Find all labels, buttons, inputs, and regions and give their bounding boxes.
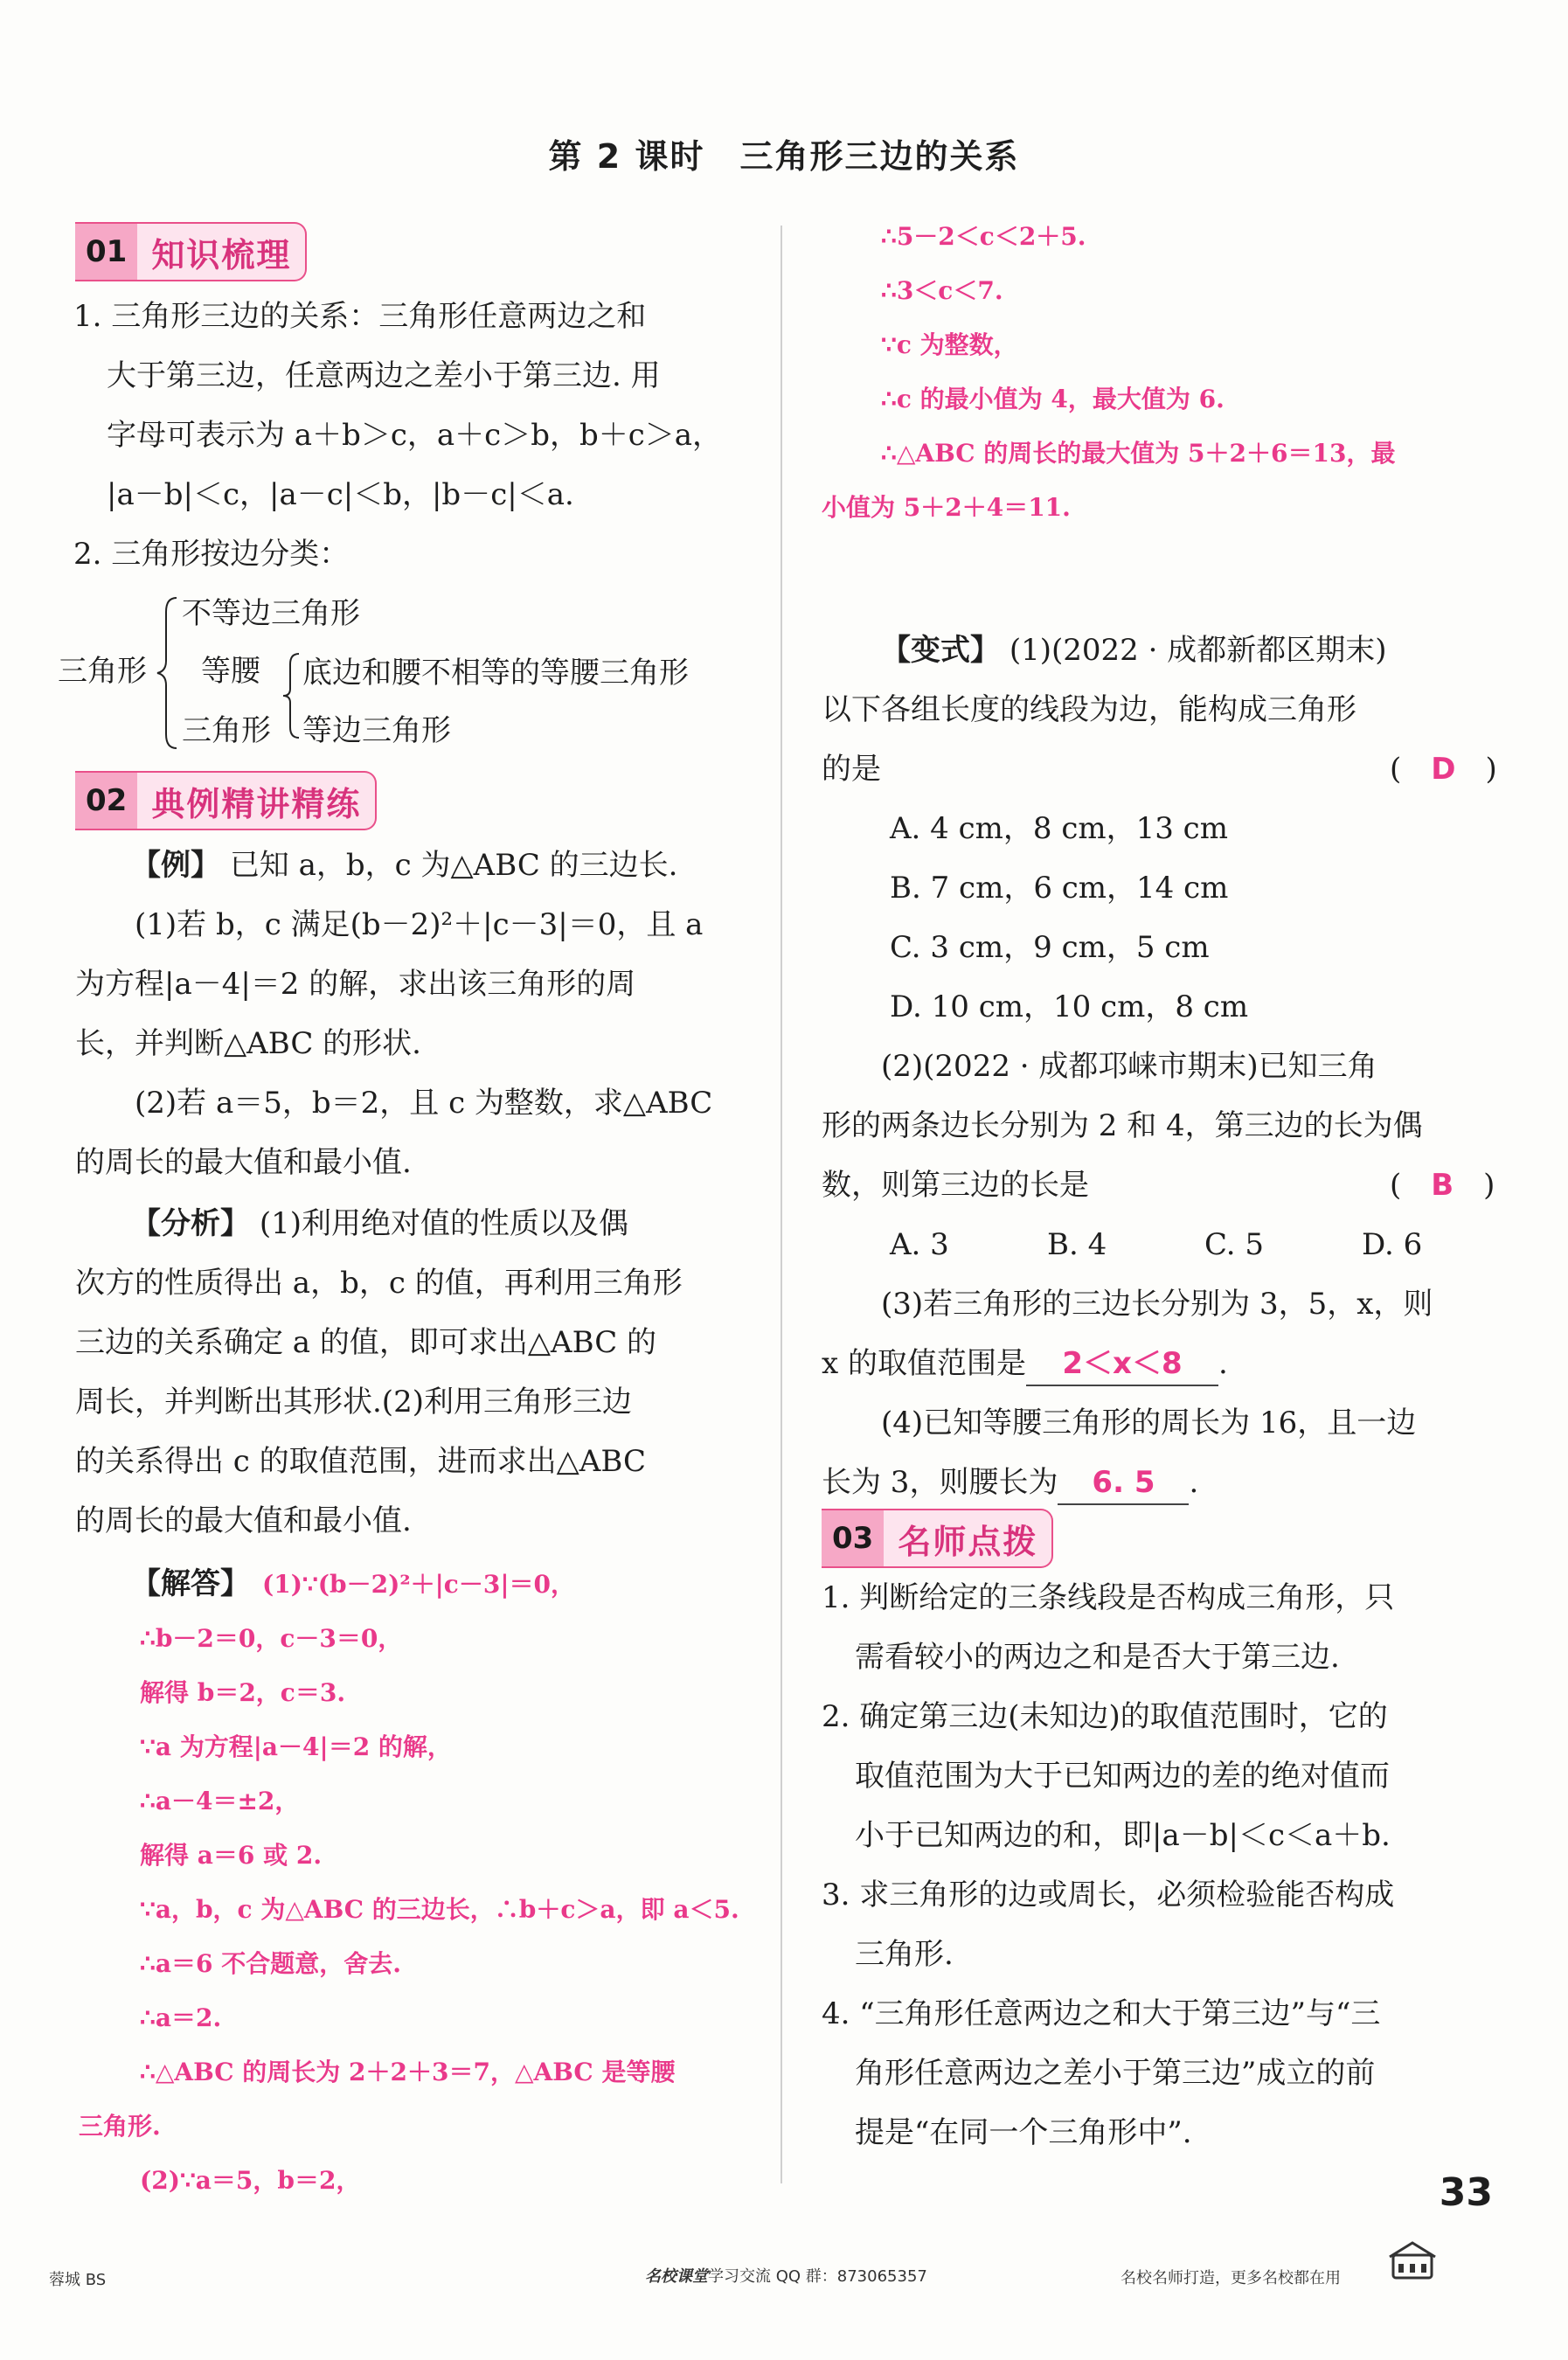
tip-line: 三角形. — [855, 1937, 954, 1972]
footer-brand: 名校课堂 — [645, 2267, 708, 2286]
solution-line: ∴b－2＝0，c－3＝0， — [140, 1624, 403, 1653]
tip-line: 2. 确定第三边(未知边)的取值范围时，它的 — [822, 1699, 1388, 1734]
solution-line: ∴△ABC 的周长的最大值为 5＋2＋6＝13，最 — [881, 439, 1396, 468]
tip-line: 取值范围为大于已知两边的差的绝对值而 — [855, 1759, 1390, 1794]
knowledge-line: 字母可表示为 a＋b＞c，a＋c＞b，b＋c＞a， — [107, 418, 723, 453]
variant-line: 以下各组长度的线段为边，能构成三角形 — [822, 692, 1356, 727]
variant-line: 形的两条边长分别为 2 和 4，第三边的长为偶 — [822, 1108, 1423, 1143]
class-isosceles-sub2: 等边三角形 — [302, 713, 451, 748]
analysis-line: 的周长的最大值和最小值. — [75, 1503, 412, 1538]
analysis-line: 的关系得出 c 的取值范围，进而求出△ABC — [75, 1444, 646, 1479]
solution-line: ∴a＝6 不合题意，舍去. — [140, 1949, 401, 1978]
variant-line-q4: 长为 3，则腰长为 6. 5 . — [822, 1456, 1198, 1509]
footer-left: 蓉城 BS — [49, 2271, 107, 2289]
answer-q2: B — [1431, 1168, 1454, 1203]
example-line: (1)若 b，c 满足(b－2)²＋|c－3|＝0，且 a — [135, 907, 704, 942]
footer-center: 名校课堂学习交流 QQ 群：873065357 — [645, 2267, 927, 2286]
tip-line: 需看较小的两边之和是否大于第三边. — [855, 1640, 1340, 1675]
knowledge-line: 2. 三角形按边分类： — [73, 537, 350, 572]
option-line: C. 3 cm，9 cm，5 cm — [890, 930, 1210, 965]
class-scalene: 不等边三角形 — [182, 596, 360, 631]
variant-label: 【变式】 — [881, 633, 1000, 668]
tip-line: 4. “三角形任意两边之和大于第三边”与“三 — [822, 1996, 1381, 2031]
answer-bracket-q1: ( D ) — [1390, 752, 1497, 787]
answer-q3: 2＜x＜8 — [1026, 1343, 1218, 1386]
example-line: 的周长的最大值和最小值. — [75, 1145, 412, 1180]
tip-line: 角形任意两边之差小于第三边”成立的前 — [855, 2056, 1376, 2091]
column-divider — [781, 226, 782, 2183]
tip-line: 1. 判断给定的三条线段是否构成三角形，只 — [822, 1580, 1395, 1615]
section-number: 03 — [822, 1510, 884, 1566]
example-line: 长，并判断△ABC 的形状. — [75, 1026, 421, 1061]
solution-line: 解得 a＝6 或 2. — [140, 1841, 323, 1870]
brace-small — [281, 650, 302, 741]
section-header-01 — [75, 222, 307, 281]
section-number: 01 — [75, 224, 137, 280]
brace-large — [156, 594, 182, 752]
option-line: A. 3 — [890, 1227, 949, 1262]
analysis-line: 三边的关系确定 a 的值，即可求出△ABC 的 — [75, 1325, 657, 1360]
page-number: 33 — [1439, 2170, 1493, 2215]
solution-line: ∴c 的最小值为 4，最大值为 6. — [881, 385, 1225, 413]
solution-line: (2)∵a＝5，b＝2， — [140, 2166, 361, 2195]
answer-q4: 6. 5 — [1058, 1461, 1189, 1505]
variant-line: 数，则第三边的长是 — [822, 1168, 1089, 1203]
solution-line: ∴a－4＝±2， — [140, 1787, 300, 1815]
analysis-line: 周长，并判断出其形状.(2)利用三角形三边 — [75, 1385, 632, 1419]
tip-line: 提是“在同一个三角形中”. — [855, 2115, 1192, 2150]
option-line: B. 7 cm，6 cm，14 cm — [890, 871, 1229, 906]
example-line-1: 【例】 已知 a，b，c 为△ABC 的三边长. — [131, 848, 678, 883]
analysis-line: 次方的性质得出 a，b，c 的值，再利用三角形 — [75, 1266, 683, 1301]
variant-line-q3: x 的取值范围是 2＜x＜8 . — [822, 1337, 1228, 1390]
solution-line: (1)∵(b－2)²＋|c－3|＝0， — [262, 1570, 575, 1599]
option-line: A. 4 cm，8 cm，13 cm — [890, 811, 1228, 846]
knowledge-line: |a－b|＜c，|a－c|＜b，|b－c|＜a. — [107, 477, 574, 512]
section-title: 典例精讲精练 — [151, 784, 362, 823]
variant-line: (3)若三角形的三边长分别为 3，5，x，则 — [881, 1287, 1433, 1322]
solution-line: ∴a＝2. — [140, 2003, 222, 2032]
solution-line: 小值为 5＋2＋4＝11. — [822, 493, 1071, 522]
variant-line: (4)已知等腰三角形的周长为 16，且一边 — [881, 1406, 1417, 1440]
answer-bracket-q2: ( B ) — [1390, 1168, 1495, 1203]
option-line: D. 10 cm，10 cm，8 cm — [890, 989, 1249, 1024]
section-title: 名师点拨 — [898, 1522, 1038, 1561]
solution-line: ∵c 为整数， — [881, 330, 1018, 359]
solution-label: 【解答】 — [131, 1566, 250, 1601]
variant-line: 的是 — [822, 752, 881, 787]
class-isosceles-sub1: 底边和腰不相等的等腰三角形 — [302, 656, 689, 691]
answer-q1: D — [1431, 752, 1456, 787]
example-line: 为方程|a－4|＝2 的解，求出该三角形的周 — [75, 967, 636, 1002]
knowledge-line: 大于第三边，任意两边之差小于第三边. 用 — [107, 358, 661, 393]
variant-line: (2)(2022 · 成都邛崃市期末)已知三角 — [881, 1049, 1377, 1084]
solution-line: ∵a，b，c 为△ABC 的三边长，∴b＋c＞a，即 a＜5. — [140, 1895, 739, 1924]
knowledge-line: 1. 三角形三边的关系：三角形任意两边之和 — [73, 299, 647, 334]
solution-line: ∴5－2＜c＜2＋5. — [881, 222, 1086, 251]
class-isosceles-2: 三角形 — [182, 713, 271, 748]
solution-line: 三角形. — [79, 2112, 161, 2141]
analysis-label: 【分析】 — [131, 1206, 250, 1241]
tip-line: 3. 求三角形的边或周长，必须检验能否构成 — [822, 1878, 1395, 1912]
example-line: (2)若 a＝5，b＝2，且 c 为整数，求△ABC — [135, 1086, 713, 1121]
section-number: 02 — [75, 773, 137, 829]
tip-line: 小于已知两边的和，即|a－b|＜c＜a＋b. — [855, 1818, 1391, 1853]
class-isosceles: 等腰 — [201, 654, 260, 689]
solution-line: ∴3＜c＜7. — [881, 276, 1003, 305]
option-line: D. 6 — [1362, 1227, 1423, 1262]
option-line: B. 4 — [1047, 1227, 1107, 1262]
example-label: 【例】 — [131, 848, 220, 883]
solution-label-line — [131, 1558, 250, 1610]
solution-line: ∴△ABC 的周长为 2＋2＋3＝7，△ABC 是等腰 — [140, 2058, 676, 2086]
footer-right: 名校名师打造，更多名校都在用 — [1120, 2269, 1341, 2287]
analysis-line-1: 【分析】 (1)利用绝对值的性质以及偶 — [131, 1206, 628, 1241]
brand-logo-icon — [1386, 2238, 1439, 2287]
page-title: 第 2 课时 三角形三边的关系 — [548, 137, 1020, 176]
variant-line-1: 【变式】 (1)(2022 · 成都新都区期末) — [881, 633, 1387, 668]
solution-line: 解得 b＝2，c＝3. — [140, 1678, 346, 1707]
option-line: C. 5 — [1204, 1227, 1265, 1262]
class-root: 三角形 — [58, 654, 147, 689]
section-header-03 — [822, 1509, 1053, 1568]
section-title: 知识梳理 — [151, 235, 292, 274]
section-header-02 — [75, 771, 377, 830]
solution-line: ∵a 为方程|a－4|＝2 的解， — [140, 1732, 452, 1761]
